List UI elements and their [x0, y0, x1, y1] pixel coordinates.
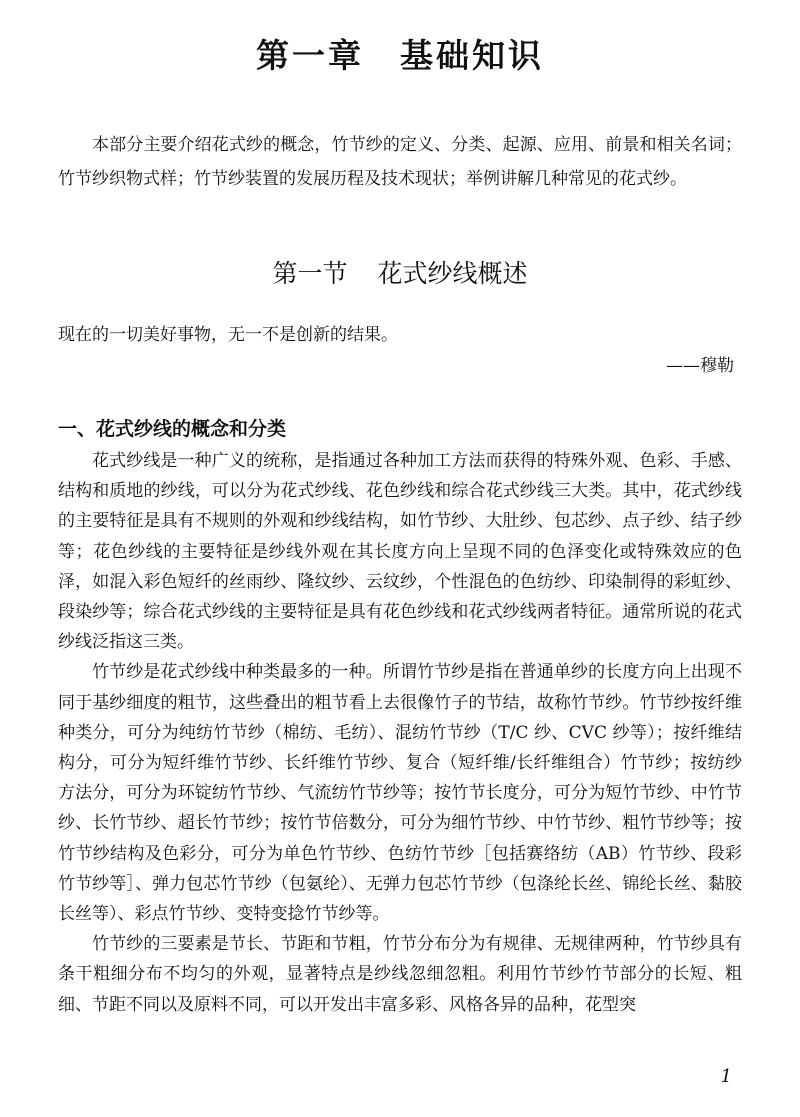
chapter-intro: 本部分主要介绍花式纱的概念，竹节纱的定义、分类、起源、应用、前景和相关名词；竹节纱织物式样；竹节纱装置的发展历程及技术现状；举例讲解几种常见的花式纱。	[58, 135, 742, 189]
section-title	[0, 254, 800, 290]
paragraph: 竹节纱的三要素是节长、节距和节粗，竹节分布分为有规律、无规律两种，竹节纱具有条干粗细分布不均匀的外观，显著特点是纱线忽细忽粗。利用竹节纱竹节部分的长短、粗细、节距不同以及原料不同，可以开发出丰富多彩、风格各异的品种，花型突	[58, 934, 742, 1015]
page-number: 1	[720, 1066, 732, 1087]
chapter-title	[0, 30, 800, 77]
subsection-heading: 一、花式纱线的概念和分类	[58, 418, 287, 440]
section-number: 第一节	[272, 259, 348, 288]
chapter-number: 第一章	[256, 36, 364, 75]
paragraph: 花式纱线是一种广义的统称，是指通过各种加工方法而获得的特殊外观、色彩、手感、结构和质地的纱线，可以分为花式纱线、花色纱线和综合花式纱线三大类。其中，花式纱线的主要特征是具有不规则的外观和纱线结构，如竹节纱、大肚纱、包芯纱、点子纱、结子纱等；花色纱线的主要特征是纱线外观在其长度方向上呈现不同的色泽变化或特殊效应的色泽，如混入彩色短纤的丝雨纱、隆纹纱、云纹纱，个性混色的色纺纱、印染制得的彩虹纱、段染纱等；综合花式纱线的主要特征是具有花色纱线和花式纱线两者特征。通常所说的花式纱线泛指这三类。	[58, 451, 742, 653]
paragraph: 竹节纱是花式纱线中种类最多的一种。所谓竹节纱是指在普通单纱的长度方向上出现不同于基纱细度的粗节，这些叠出的粗节看上去很像竹子的节结，故称竹节纱。竹节纱按纤维种类分，可分为纯纺竹节纱（棉纺、毛纺）、混纺竹节纱（T/C 纱、CVC 纱等）；按纤维结构分，可分为短纤维竹节纱、长纤维竹节纱、复合（短纤维/长纤维组合）竹节纱；按纺纱方法分，可分为环锭纺竹节纱、气流纺竹节纱等；按竹节长度分，可分为短竹节纱、中竹节纱、长竹节纱、超长竹节纱；按竹节倍数分，可分为细竹节纱、中竹节纱、粗竹节纱等；按竹节纱结构及色彩分，可分为单色竹节纱、色纺竹节纱［包括赛络纺（AB）竹节纱、段彩竹节纱等］、弹力包芯竹节纱（包氨纶）、无弹力包芯竹节纱（包涤纶长丝、锦纶长丝、黏胶长丝等）、彩点竹节纱、变特变捻竹节纱等。	[58, 662, 742, 925]
chapter-name: 基础知识	[400, 36, 544, 75]
body-text	[58, 446, 742, 1020]
section-name: 花式纱线概述	[377, 259, 528, 288]
epigraph-text: 现在的一切美好事物，无一不是创新的结果。	[58, 325, 398, 345]
epigraph-author: ——穆勒	[666, 356, 734, 376]
